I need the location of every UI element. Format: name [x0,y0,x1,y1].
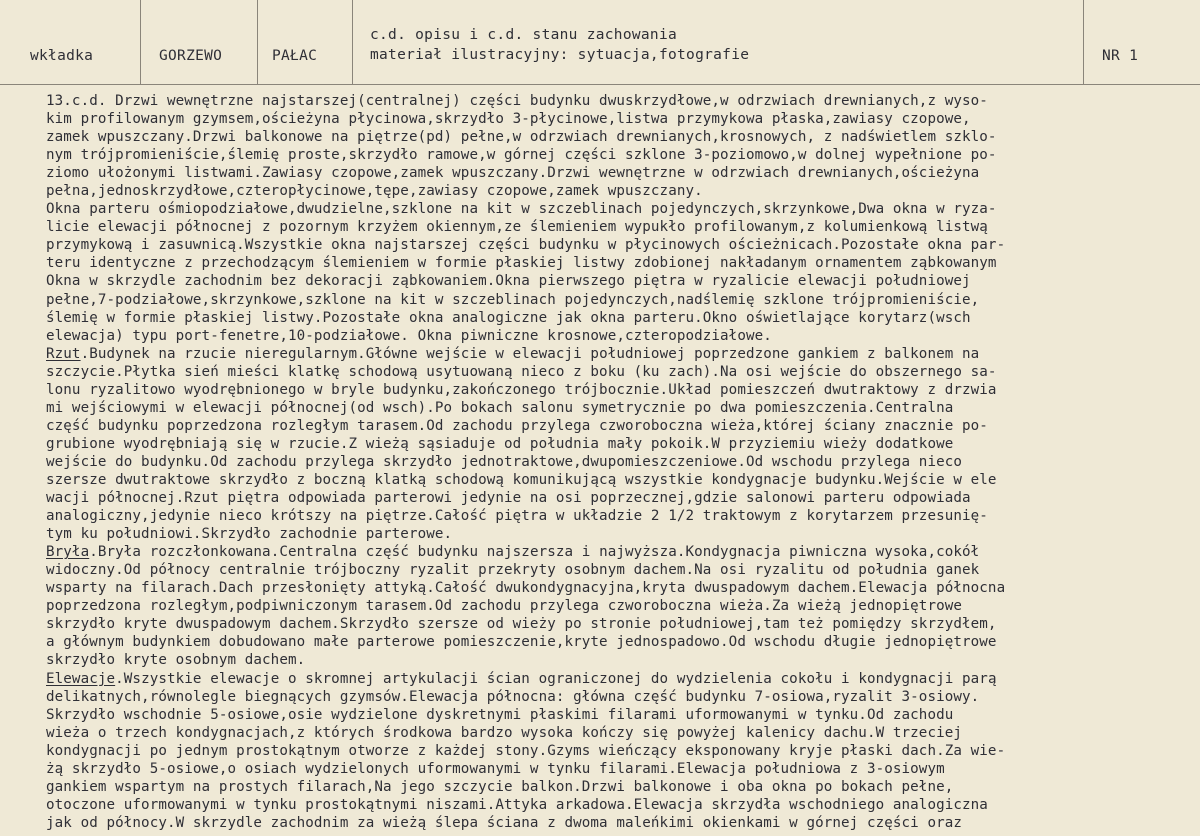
section-heading: Elewacje [46,670,116,687]
line-text: otoczone uformowanymi w tynku prostokątnymi niszami.Attyka arkadowa.Elewacja skrzydła wschodniego analogiczna [46,796,988,813]
text-line [46,706,1171,724]
header-cell-place [141,0,258,84]
line-text: elewacja) typu port-fenetre,10-podziałowe. Okna piwniczne krosnowe,czteropodziałowe. [46,327,772,344]
text-line [46,489,1171,507]
text-line [46,778,1171,796]
line-text: nym trójpromieniście,ślemię proste,skrzydło ramowe,w górnej części szklone 3-poziomowo,w dolnej wypełnione po- [46,147,997,164]
text-line [46,760,1171,778]
text-line [46,507,1171,525]
line-text: skrzydło kryte dwuspadowym dachem.Skrzydło szersze od wieży po stronie południowej,tam też pomiędzy skrzydłem, [46,616,997,633]
text-line [46,399,1171,417]
text-line [46,724,1171,742]
description-line-2: materiał ilustracyjny: sytuacja,fotografie [370,47,750,63]
header-cell-type [0,0,141,84]
text-line [46,742,1171,760]
line-text: pełne,7-podziałowe,skrzynkowe,szklone na kit w szczeblinach pojedynczych,nadślemię szklone trójpromieniście, [46,291,980,308]
text-line [46,579,1171,597]
text-line [46,670,1171,688]
text-line [46,345,1171,363]
text-line [46,633,1171,651]
line-text: wacji północnej.Rzut piętra odpowiada parterowi jedynie na osi poprzecznej,gdzie salonowi parteru odpowiada [46,490,971,507]
text-line [46,110,1171,128]
line-text: .Bryła rozczłonkowana.Centralna część budynku najszersza i najwyższa.Kondygnacja piwniczna wysoka,cokół [89,544,980,561]
line-text: .Wszystkie elewacje o skromnej artykulacji ścian ograniczonej do wydzielenia cokołu i kondygnacji parą [115,670,997,687]
line-text: 13.c.d. Drzwi wewnętrzne najstarszej(centralnej) części budynku dwuskrzydłowe,w odrzwiach drewnianych,z wyso- [46,93,988,109]
text-line [46,814,1171,832]
card-header [0,0,1200,85]
line-text: mi wejściowymi w elewacji północnej(od wsch).Po bokach salonu symetrycznie po dwa pomieszczenia.Centralna [46,399,954,416]
text-line [46,688,1171,706]
text-line [46,327,1171,345]
text-line [46,272,1171,290]
description-line-1: c.d. opisu i c.d. stanu zachowania [370,27,678,43]
header-cell-object [258,0,353,84]
text-line [46,200,1171,218]
line-text: pełna,jednoskrzydłowe,czteropłycinowe,tępe,zawiasy czopowe,zamek wpuszczany. [46,183,703,200]
line-text: skrzydło kryte osobnym dachem. [46,652,306,669]
line-text: ślemię w formie płaskiej listwy.Pozostałe okna analogiczne jak okna parteru.Okno oświetlające korytarz(wsch [46,309,971,326]
line-text: przymykową i zasuwnicą.Wszystkie okna najstarszej części budynku w płycinowych ościeżnicach.Pozostałe okna par- [46,237,1006,254]
card-number: NR 1 [1102,48,1139,64]
line-text: gankiem wspartym na prostych filarach,Na jego szczycie balkon.Drzwi balkonowe i oba okna po bokach pełne, [46,778,954,795]
text-line [46,417,1171,435]
header-cell-number [1084,0,1200,84]
line-text: Skrzydło wschodnie 5-osiowe,osie wydzielone dyskretnymi płaskimi filarami uformowanymi w tynku.Od zachodu [46,706,954,723]
line-text: Okna parteru ośmiopodziałowe,dwudzielne,szklone na kit w szczeblinach pojedynczych,skrzynkowe,Dwa okna w ryza- [46,201,997,218]
text-line [46,254,1171,272]
text-line [46,561,1171,579]
object-name: PAŁAC [272,48,318,64]
text-line [46,291,1171,309]
line-text: a głównym budynkiem dobudowano małe parterowe pomieszczenie,kryte jednospadowo.Od wschodu długie jednopiętrowe [46,634,997,651]
line-text: wieża o trzech kondygnacjach,z których środkowa bardzo wysoka kończy się powyżej kalenicy dachu.W trzeciej [46,724,963,741]
line-text: szersze dwutraktowe skrzydło z boczną klatką schodową komunikującą wszystkie kondygnacje budynku.Wejście w ele [46,471,997,488]
line-text: kondygnacji po jednym prostokątnym otworze z każdej stony.Gzyms wieńczący eksponowany kryje płaski dach.Za wie- [46,742,1006,759]
text-line [46,796,1171,814]
text-line [46,651,1171,669]
text-line [46,435,1171,453]
text-line [46,164,1171,182]
line-text: delikatnych,równolegle biegnących gzymsów.Elewacja północna: główna część budynku 7-osiowa,ryzalit 3-osiowy. [46,688,980,705]
section-heading: Rzut [46,345,81,362]
line-text: lonu ryzalitowo wyodrębnionego w bryle budynku,zakończonego trójbocznie.Układ pomieszczeń dwutraktowy z drzwia [46,381,997,398]
text-line [46,236,1171,254]
text-line [46,363,1171,381]
line-text: ziomo ułożonymi listwami.Zawiasy czopowe,zamek wpuszczany.Drzwi wewnętrzne w odrzwiach drewnianych,ościeżyna [46,165,980,182]
line-text: zamek wpuszczany.Drzwi balkonowe na piętrze(pd) pełne,w odrzwiach drewnianych,krosnowych, z nadświetlem szklo- [46,129,997,146]
line-text: wsparty na filarach.Dach przesłonięty attyką.Całość dwukondygnacyjna,kryta dwuspadowym dachem.Elewacja północna [46,580,1006,597]
header-cell-description [353,0,1084,84]
description-text [46,92,1171,832]
line-text: .Budynek na rzucie nieregularnym.Główne wejście w elewacji południowej poprzedzone gankiem z balkonem na [80,345,980,362]
text-line [46,128,1171,146]
text-line [46,92,1171,110]
line-text: kim profilowanym gzymsem,ościeżyna płycinowa,skrzydło 3-płycinowe,listwa przymykowa płaska,zawiasy czopowe, [46,111,971,128]
line-text: poprzedzona rozległym,podpiwniczonym tarasem.Od zachodu przylega czworoboczna wieża.Za wieżą jednopiętrowe [46,598,963,615]
text-line [46,471,1171,489]
place-name: GORZEWO [159,48,223,64]
line-text: żą skrzydło 5-osiowe,o osiach wydzielonych uformowanymi w tynku filarami.Elewacja południowa z 3-osiowym [46,760,945,777]
line-text: licie elewacji północnej z pozornym krzyżem okiennym,ze ślemieniem wypukło profilowanym,z kolumienkową listwą [46,219,988,236]
text-line [46,309,1171,327]
text-line [46,525,1171,543]
line-text: teru identyczne z przechodzącym ślemieniem w formie płaskiej listwy zdobionej nakładanym ornamentem ząbkowanym [46,255,997,272]
line-text: część budynku poprzedzona rozległym tarasem.Od zachodu przylega czworoboczna wieża,której ściany znacznie po- [46,417,988,434]
text-line [46,543,1171,561]
line-text: analogiczny,jedynie nieco krótszy na piętrze.Całość piętra w układzie 2 1/2 traktowym z korytarzem przesunię- [46,508,988,525]
line-text: grubione wyodrębniają się w rzucie.Z wieżą sąsiaduje od południa mały pokoik.W przyziemiu wieży dodatkowe [46,435,954,452]
section-heading: Bryła [46,544,90,561]
type-label: wkładka [30,48,94,64]
line-text: jak od północy.W skrzydle zachodnim za wieżą ślepa ściana z dwoma maleńkimi okienkami w górnej części oraz [46,814,963,831]
line-text: szczycie.Płytka sień mieści klatkę schodową usytuowaną nieco z boku (ku zach).Na osi wejście do obszernego sa- [46,363,997,380]
text-line [46,615,1171,633]
line-text: Okna w skrzydle zachodnim bez dekoracji ząbkowaniem.Okna pierwszego piętra w ryzalicie elewacji południowej [46,273,971,290]
text-line [46,218,1171,236]
line-text: wejście do budynku.Od zachodu przylega skrzydło jednotraktowe,dwupomieszczeniowe.Od wschodu przylega nieco [46,453,963,470]
text-line [46,453,1171,471]
line-text: tym ku południowi.Skrzydło zachodnie parterowe. [46,526,453,543]
text-line [46,597,1171,615]
line-text: widoczny.Od północy centralnie trójboczny ryzalit przekryty osobnym dachem.Na osi ryzalitu od południa ganek [46,562,980,579]
text-line [46,146,1171,164]
text-line [46,182,1171,200]
text-line [46,381,1171,399]
